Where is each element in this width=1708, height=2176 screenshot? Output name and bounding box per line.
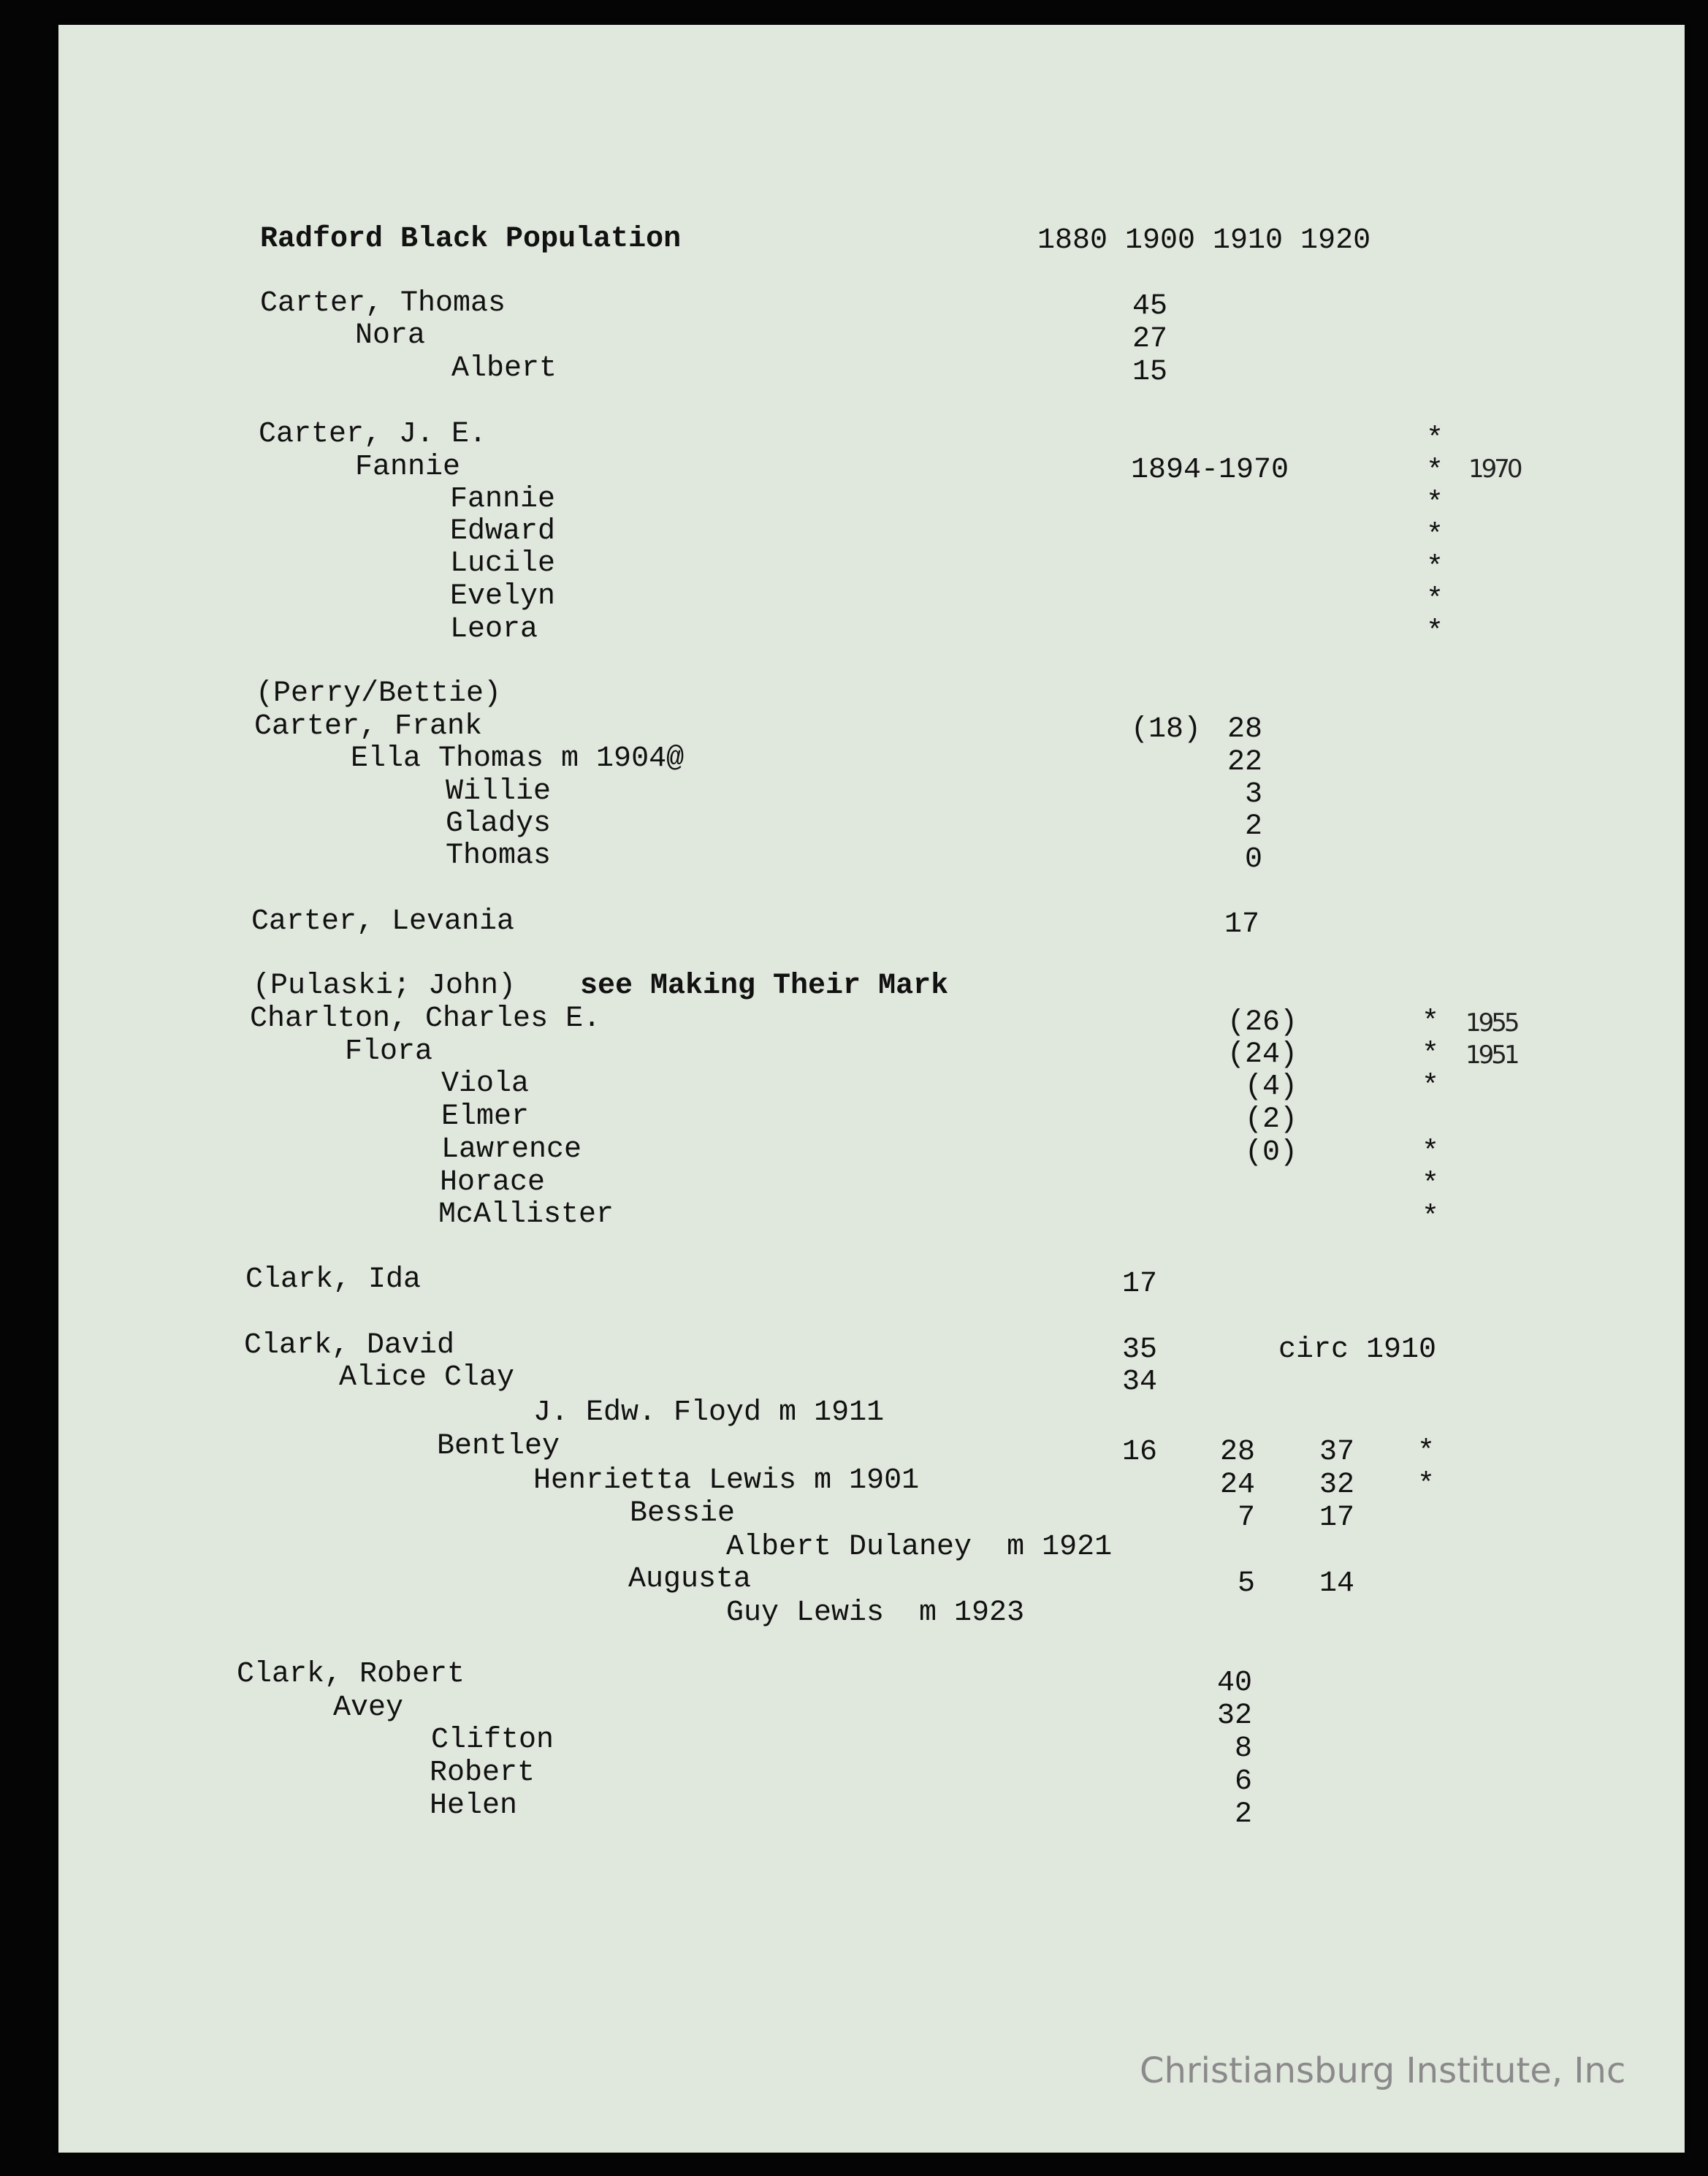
census-value: *	[1417, 1469, 1436, 1502]
name-entry: Carter, Frank	[254, 710, 483, 743]
census-value: 14	[1319, 1567, 1355, 1600]
census-value: *	[1417, 1436, 1436, 1469]
name-entry: Alice Clay	[339, 1361, 515, 1394]
name-entry: Ella Thomas m 1904@	[351, 742, 685, 775]
name-entry: Thomas	[446, 840, 552, 872]
census-value: *	[1426, 520, 1444, 552]
census-value: *	[1426, 584, 1444, 617]
census-value: *	[1422, 1070, 1440, 1103]
census-value: *	[1426, 423, 1444, 456]
handwritten-year: 1970	[1468, 454, 1520, 484]
census-value: 40	[1217, 1667, 1253, 1700]
name-entry: Guy Lewis m 1923	[726, 1597, 1025, 1629]
census-value: 16	[1122, 1436, 1158, 1469]
census-value: *	[1426, 552, 1444, 585]
census-value: (2)	[1245, 1103, 1298, 1136]
year-columns-header: 1880 1900 1910 1920	[1037, 224, 1371, 257]
name-entry: Albert Dulaney m 1921	[726, 1531, 1113, 1564]
name-entry: Fannie	[450, 483, 556, 516]
census-value: 1894-1970	[1131, 454, 1289, 487]
reference-note: see Making Their Mark	[580, 970, 949, 1003]
watermark: Christiansburg Institute, Inc	[1140, 2050, 1626, 2091]
census-value: 3	[1245, 778, 1263, 811]
name-entry: J. Edw. Floyd m 1911	[533, 1396, 885, 1429]
census-value: 28	[1220, 1436, 1256, 1469]
census-value: (18)	[1131, 713, 1202, 746]
name-entry: Evelyn	[450, 580, 556, 613]
census-value: 35	[1122, 1334, 1158, 1366]
name-entry: Helen	[430, 1789, 518, 1822]
handwritten-year: 1951	[1465, 1041, 1517, 1070]
name-entry: Flora	[345, 1035, 433, 1068]
name-entry: Robert	[430, 1757, 535, 1789]
census-value: *	[1426, 455, 1444, 488]
census-value: circ 1910	[1278, 1334, 1437, 1366]
census-value: 37	[1319, 1436, 1355, 1469]
name-entry: Henrietta Lewis m 1901	[533, 1464, 920, 1497]
census-value: (0)	[1245, 1136, 1298, 1169]
name-entry: McAllister	[438, 1198, 614, 1231]
census-value: *	[1422, 1136, 1440, 1169]
name-entry: Bessie	[630, 1497, 736, 1530]
census-value: 2	[1245, 810, 1263, 843]
document-page	[58, 25, 1685, 2153]
census-value: 24	[1220, 1469, 1256, 1502]
name-entry: Carter, Thomas	[260, 287, 506, 320]
census-value: 8	[1235, 1732, 1253, 1765]
census-value: 32	[1217, 1700, 1253, 1732]
census-value: 7	[1238, 1502, 1256, 1534]
census-value: 2	[1235, 1798, 1253, 1831]
census-value: 15	[1132, 356, 1168, 389]
census-value: 6	[1235, 1765, 1253, 1798]
census-value: *	[1426, 487, 1444, 520]
census-value: 17	[1319, 1502, 1355, 1534]
census-value: 17	[1122, 1268, 1158, 1301]
name-entry: (Pulaski; John)	[253, 970, 516, 1003]
name-entry: Viola	[441, 1068, 530, 1100]
name-entry: Clark, David	[244, 1329, 455, 1362]
name-entry: Gladys	[446, 807, 552, 840]
census-value: 5	[1238, 1567, 1256, 1600]
census-value: *	[1422, 1038, 1440, 1071]
census-value: *	[1426, 616, 1444, 649]
census-value: 0	[1245, 843, 1263, 876]
name-entry: Leora	[450, 613, 538, 646]
census-value: 17	[1224, 908, 1260, 941]
name-entry: (Perry/Bettie)	[256, 677, 502, 710]
name-entry: Carter, Levania	[251, 905, 515, 938]
handwritten-year: 1955	[1465, 1008, 1517, 1038]
census-value: 27	[1132, 323, 1168, 356]
page-title: Radford Black Population	[260, 223, 682, 256]
name-entry: Edward	[450, 515, 556, 548]
census-value: *	[1422, 1168, 1440, 1201]
name-entry: Charlton, Charles E.	[250, 1003, 601, 1035]
name-entry: Albert	[451, 352, 557, 385]
census-value: 45	[1132, 290, 1168, 323]
name-entry: Clark, Ida	[245, 1263, 422, 1296]
census-value: *	[1422, 1006, 1440, 1039]
name-entry: Elmer	[441, 1100, 530, 1133]
census-value: 28	[1227, 713, 1263, 746]
name-entry: Avey	[333, 1692, 404, 1724]
name-entry: Nora	[355, 319, 426, 352]
name-entry: Clifton	[431, 1724, 554, 1757]
name-entry: Lucile	[450, 547, 556, 580]
name-entry: Lawrence	[441, 1133, 582, 1166]
name-entry: Clark, Robert	[237, 1658, 465, 1691]
census-value: (4)	[1245, 1070, 1298, 1103]
census-value: 34	[1122, 1366, 1158, 1399]
name-entry: Bentley	[437, 1430, 560, 1463]
name-entry: Augusta	[628, 1563, 752, 1596]
name-entry: Horace	[440, 1166, 546, 1199]
name-entry: Willie	[446, 775, 552, 808]
census-value: 22	[1227, 746, 1263, 779]
name-entry: Fannie	[355, 451, 461, 484]
census-value: (26)	[1227, 1006, 1298, 1039]
census-value: *	[1422, 1201, 1440, 1234]
name-entry: Carter, J. E.	[259, 418, 487, 451]
census-value: (24)	[1227, 1038, 1298, 1071]
census-value: 32	[1319, 1469, 1355, 1502]
